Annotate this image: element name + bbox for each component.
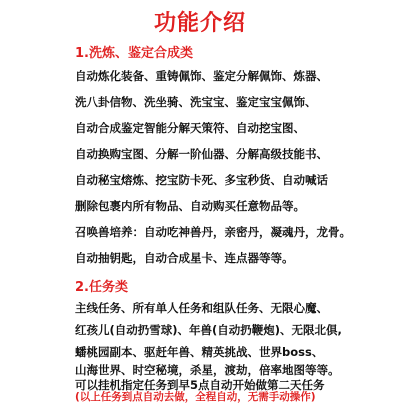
feature-line: 自动抽钥匙，自动合成星卡、连点器等等。	[75, 251, 294, 265]
task-line: 红孩儿(自动扔雪球)、年兽(自动扔鞭炮)、无限北俱,	[75, 323, 342, 337]
page-title: 功能介绍	[153, 11, 246, 36]
section-heading-refine: 1.洗炼、鉴定合成类	[75, 46, 193, 61]
feature-line: 自动秘宝熔炼、挖宝防卡死、多宝秒货、自动喊话	[75, 173, 328, 187]
feature-line: 自动换购宝图、分解一阶仙器、分解高级技能书、	[75, 147, 328, 161]
feature-line: 自动合成鉴定智能分解天策符、自动挖宝图、	[75, 121, 305, 135]
feature-line: 洗八卦信物、洗坐骑、洗宝宝、鉴定宝宝佩饰、	[75, 95, 317, 109]
feature-line: 召唤兽培养：自动吃神兽丹，亲密丹，凝魂丹，龙骨。	[75, 225, 351, 239]
task-line: 主线任务、所有单人任务和组队任务、无限心魔、	[75, 301, 328, 315]
section-heading-tasks: 2.任务类	[75, 280, 128, 295]
feature-line: 自动炼化装备、重铸佩饰、鉴定分解佩饰、炼器、	[75, 69, 328, 83]
task-line: 山海世界、时空秘境，杀星，渡劫，倍率地图等等。	[75, 363, 340, 377]
auto-note: (以上任务到点自动去做，全程自动，无需手动操作)	[75, 391, 316, 403]
feature-line: 删除包裹内所有物品、自动购买任意物品等。	[75, 199, 305, 213]
task-line: 蟠桃园副本、驱赶年兽、精英挑战、世界boss、	[75, 345, 324, 359]
task-line: 可以挂机指定任务到早5点自动开始做第二天任务	[75, 378, 325, 392]
